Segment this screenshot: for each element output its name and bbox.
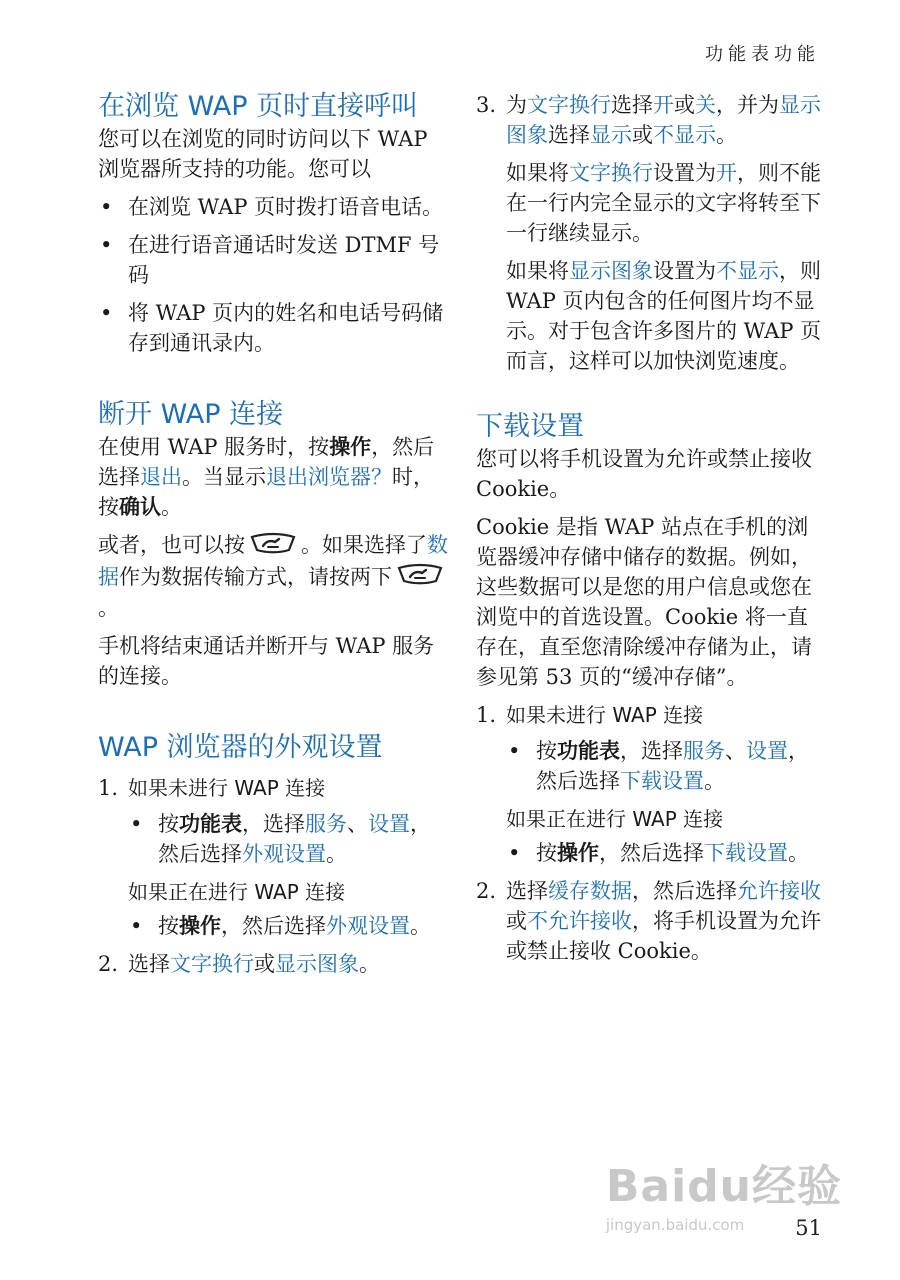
list-item: • 按功能表，选择服务、设置，然后选择下载设置。: [506, 736, 822, 796]
step-condition-alt: 如果正在进行 WAP 连接: [128, 880, 346, 904]
list-item: • 在浏览 WAP 页时拨打语音电话。: [98, 192, 450, 222]
list-item: • 将 WAP 页内的姓名和电话号码储存到通讯录内。: [98, 298, 450, 358]
list-item: • 按操作，然后选择外观设置。: [128, 911, 450, 941]
section-title-direct-call: 在浏览 WAP 页时直接呼叫: [98, 91, 419, 122]
left-column: [98, 90, 450, 979]
page-number: 51: [795, 1216, 822, 1240]
section-title-disconnect: 断开 WAP 连接: [98, 399, 284, 430]
watermark-brand: Baidu经验: [605, 1161, 842, 1212]
section-title-appearance: WAP 浏览器的外观设置: [98, 732, 383, 763]
appearance-step-3: 3. 为文字换行选择开或关，并为显示图象选择显示或不显示。 如果将文字换行设置为开，则不能在一行内完全显示的文字将转至下一行继续显示。 如果将显示图象设置为不显示，则 WAP 页内包含的任何图片均不显示。对于包含许多图片的 WAP 页而言，这样可以加快浏览速度。: [476, 90, 822, 376]
section-intro-direct-call: 您可以在浏览的同时访问以下 WAP 浏览器所支持的功能。您可以: [98, 127, 428, 181]
appearance-step-1: 1. 如果未进行 WAP 连接 • 按功能表，选择服务、设置，然后选择外观设置。 如果正在进行 WAP 连接 • 按操作，然后选择外观设置。: [98, 773, 450, 941]
list-item: • 在进行语音通话时发送 DTMF 号码: [98, 230, 450, 290]
download-paragraph-1: 您可以将手机设置为允许或禁止接收 Cookie。: [476, 447, 812, 501]
list-item: • 按操作，然后选择下载设置。: [506, 838, 822, 868]
image-explanation: 如果将显示图象设置为不显示，则 WAP 页内包含的任何图片均不显示。对于包含许多图片的 WAP 页而言，这样可以加快浏览速度。: [506, 259, 822, 373]
menu-term-operate: 操作: [329, 434, 372, 459]
download-step-1: 1. 如果未进行 WAP 连接 • 按功能表，选择服务、设置，然后选择下载设置。 如果正在进行 WAP 连接 • 按操作，然后选择下载设置。: [476, 700, 822, 868]
step-condition: 如果未进行 WAP 连接: [128, 776, 326, 800]
menu-term-data: 数据: [98, 533, 448, 589]
menu-term-exit-browser: 退出浏览器？: [266, 465, 392, 489]
step-condition-alt: 如果正在进行 WAP 连接: [506, 807, 724, 831]
download-step-2: 2. 选择缓存数据，然后选择允许接收或不允许接收，将手机设置为允许或禁止接收 Cookie。: [476, 879, 821, 963]
disconnect-paragraph-2: 或者，也可以按 。如果选择了数据作为数据传输方式，请按两下。: [98, 533, 448, 620]
download-paragraph-2: Cookie 是指 WAP 站点在手机的浏览器缓冲存储中储存的数据。例如，这些数据可以是您的用户信息或您在浏览中的首选设置。Cookie 将一直存在，直至您清除缓冲存储为止，请参见第 53 页的“缓冲存储”。: [476, 515, 812, 689]
menu-term-exit: 退出: [140, 465, 182, 489]
end-call-key-icon: [396, 563, 444, 593]
step-condition: 如果未进行 WAP 连接: [506, 703, 704, 727]
disconnect-paragraph-3: 手机将结束通话并断开与 WAP 服务的连接。: [98, 634, 435, 688]
right-column: [476, 90, 822, 966]
list-item: • 按功能表，选择服务、设置，然后选择外观设置。: [128, 809, 450, 869]
menu-term-confirm: 确认: [119, 494, 161, 519]
watermark-url: jingyan.baidu.com: [605, 1216, 745, 1234]
running-header: 功能表功能: [705, 44, 820, 65]
end-call-key-icon: [249, 532, 297, 562]
section-title-download: 下载设置: [476, 411, 584, 442]
direct-call-bullet-list: [98, 192, 450, 358]
appearance-step-2: 2. 选择文字换行或显示图象。: [98, 952, 380, 976]
disconnect-paragraph-1: 在使用 WAP 服务时，按操作，然后选择退出。当显示退出浏览器？时，按确认。: [98, 434, 435, 519]
wrap-explanation: 如果将文字换行设置为开，则不能在一行内完全显示的文字将转至下一行继续显示。: [506, 161, 821, 245]
